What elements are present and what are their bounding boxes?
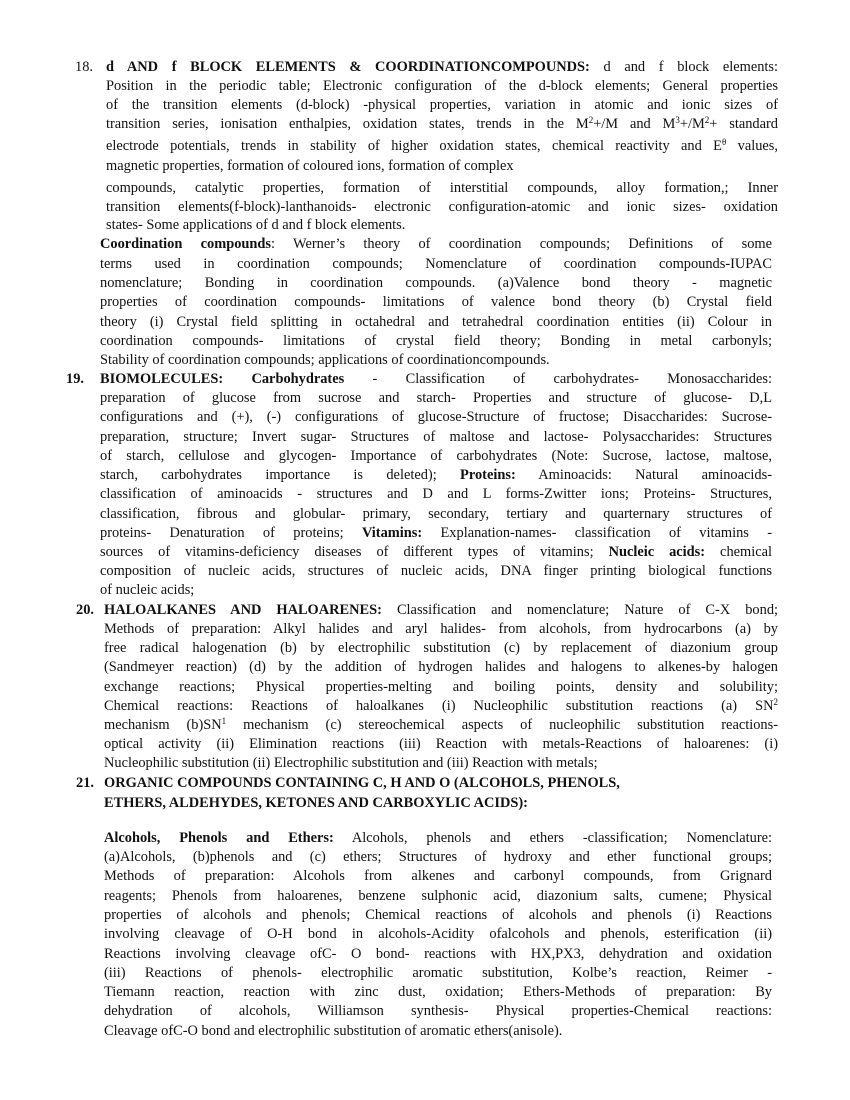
text-segment: transition elements(f-block)-lanthanoids- electronic configuration-atomic and ionic sizes- oxidation (106, 199, 778, 215)
text-segment: d and f block elements: (589, 59, 778, 75)
text-segment: magnetic properties, formation of coloured ions, formation of complex (106, 158, 514, 174)
text-segment: composition of nucleic acids, structures of nucleic acids, DNA finger printing biological functions (100, 563, 772, 579)
section-number: 20. (76, 602, 94, 618)
text-segment: preparation of glucose from sucrose and starch- Properties and structure of glucose- D,L (100, 390, 772, 406)
text-segment: involving cleavage of O-H bond in alcohols-Acidity ofalcohols and phenols, esterification (ii) (104, 926, 772, 942)
text-line (104, 658, 778, 677)
text-line (104, 639, 778, 658)
bold-text: Nucleic acids: (608, 544, 706, 560)
bold-text: d AND f BLOCK ELEMENTS & COORDINATIONCOMPOUNDS: (106, 59, 590, 75)
text-segment: Position in the periodic table; Electronic configuration of the d-block elements; General properties (106, 78, 778, 94)
text-line (104, 697, 778, 716)
text-line (106, 198, 778, 217)
bold-text: ETHERS, ALDEHYDES, KETONES AND CARBOXYLIC ACIDS): (104, 795, 528, 811)
text-segment: proteins- Denaturation of proteins; (100, 525, 362, 541)
text-line (104, 1002, 772, 1021)
text-line (104, 964, 772, 983)
text-segment: mechanism (c) stereochemical aspects of nucleophilic substitution reactions- (226, 717, 778, 733)
text-line (106, 77, 778, 96)
text-segment: states- Some applications of d and f block elements. (106, 217, 406, 233)
text-segment: theory (i) Crystal field splitting in octahedral and tetrahedral coordination entities (ii) Colour in (100, 314, 772, 330)
text-segment: +/M and M (593, 116, 676, 132)
superscript: 2 (773, 697, 778, 707)
text-segment: classification, fibrous and globular- primary, secondary, tertiary and quarternary structures of (100, 506, 772, 522)
text-line (104, 906, 772, 925)
bold-text: Alcohols, Phenols and Ethers: (104, 830, 334, 846)
text-line (104, 774, 778, 793)
text-segment: properties of coordination compounds- limitations of valence bond theory (b) Crystal field (100, 294, 772, 310)
bold-text: Coordination compounds (100, 236, 272, 252)
text-segment: electrode potentials, trends in stability of higher oxidation states, chemical reactivity and E (106, 138, 722, 154)
text-line (100, 447, 772, 466)
text-line (100, 389, 772, 408)
text-line (100, 466, 772, 485)
text-line (100, 428, 772, 447)
superscript: 1 (221, 716, 227, 726)
text-segment: free radical halogenation (b) by electrophilic substitution (c) by replacement of diazonium group (104, 640, 778, 656)
bold-text: ORGANIC COMPOUNDS CONTAINING C, H AND O (ALCOHOLS, PHENOLS, (104, 775, 620, 791)
text-line (104, 735, 778, 754)
text-segment: of starch, cellulose and glycogen- Importance of carbohydrates (Note: Sucrose, lactose, maltose, (100, 448, 772, 464)
text-segment: (Sandmeyer reaction) (d) by the addition of hydrogen halides and halogens to alkenes-by halogen (104, 659, 778, 675)
superscript: 3 (675, 115, 680, 125)
text-line (104, 829, 772, 848)
text-line (104, 754, 778, 773)
text-line (106, 179, 778, 198)
text-line (104, 983, 772, 1002)
text-segment: configurations and (+), (-) configurations of glucose-Structure of fructose; Disaccharides: Sucrose- (100, 409, 772, 425)
text-line (104, 601, 778, 620)
text-segment: sources of vitamins-deficiency diseases of different types of vitamins; (100, 544, 609, 560)
text-line (104, 620, 778, 639)
text-segment: Cleavage ofC-O bond and electrophilic substitution of aromatic ethers(anisole). (104, 1023, 563, 1039)
superscript: 2 (704, 115, 710, 125)
text-segment: (iii) Reactions of phenols- electrophilic aromatic substitution, Kolbe’s reaction, Reimer - (104, 965, 772, 981)
text-line (104, 945, 772, 964)
superscript: 2 (588, 115, 594, 125)
text-segment: mechanism (b)SN (104, 717, 222, 733)
bold-text: Vitamins: (361, 525, 423, 541)
text-segment: dehydration of alcohols, Williamson synthesis- Physical properties-Chemical reactions: (104, 1003, 772, 1019)
text-line (106, 216, 778, 235)
text-segment: transition series, ionisation enthalpies, oxidation states, trends in the M (106, 116, 589, 132)
text-line (100, 351, 772, 370)
text-line (106, 137, 778, 156)
text-line (100, 235, 772, 254)
text-segment: Explanation-names- classification of vitamins - (422, 525, 772, 541)
text-line (104, 887, 772, 906)
text-segment: terms used in coordination compounds; Nomenclature of coordination compounds-IUPAC (100, 256, 772, 272)
text-line (100, 524, 772, 543)
text-line (100, 293, 772, 312)
bold-text: Proteins: (460, 467, 516, 483)
text-line (100, 255, 772, 274)
text-line (100, 505, 772, 524)
text-segment: +/M (679, 116, 705, 132)
text-segment: Aminoacids: Natural aminoacids- (515, 467, 772, 483)
text-segment: preparation, structure; Invert sugar- Structures of maltose and lactose- Polysaccharides: Structures (100, 429, 772, 445)
text-segment: Chemical reactions: Reactions of haloalkanes (i) Nucleophilic substitution reactions (a) SN (104, 698, 774, 714)
text-line (100, 313, 772, 332)
text-line (106, 96, 778, 115)
text-segment: starch, carbohydrates importance is deleted); (100, 467, 461, 483)
text-line (100, 543, 772, 562)
text-segment: properties of alcohols and phenols; Chemical reactions of alcohols and phenols (i) Reactions (104, 907, 772, 923)
text-segment: exchange reactions; Physical properties-melting and boiling points, density and solubility; (104, 679, 778, 695)
text-line (104, 848, 772, 867)
text-line (104, 716, 778, 735)
text-line (104, 867, 772, 886)
bold-text: BIOMOLECULES: Carbohydrates (100, 371, 345, 387)
text-line (106, 157, 778, 176)
text-segment: reagents; Phenols from haloarenes, benzene sulphonic acid, diazonium salts, cumene; Physical (104, 888, 772, 904)
text-segment: - Classification of carbohydrates- Monosaccharides: (344, 371, 772, 387)
text-segment: Alcohols, phenols and ethers -classification; Nomenclature: (333, 830, 772, 846)
superscript: θ (721, 137, 727, 147)
text-segment: (a)Alcohols, (b)phenols and (c) ethers; Structures of hydroxy and ether functional groups; (104, 849, 772, 865)
text-segment: chemical (705, 544, 772, 560)
text-line (104, 925, 772, 944)
text-line (106, 115, 778, 134)
text-line (100, 485, 772, 504)
text-segment: of nucleic acids; (100, 582, 195, 598)
text-line (100, 370, 772, 389)
text-line (100, 274, 772, 293)
text-segment: coordination compounds- limitations of crystal field theory; Bonding in metal carbonyls; (100, 333, 772, 349)
text-line (104, 794, 778, 813)
text-line (100, 562, 772, 581)
text-segment: + standard (709, 116, 778, 132)
text-line (100, 332, 772, 351)
text-segment: Tiemann reaction, reaction with zinc dust, oxidation; Ethers-Methods of preparation: By (104, 984, 772, 1000)
text-segment: Methods of preparation: Alcohols from alkenes and carbonyl compounds, from Grignard (104, 868, 772, 884)
text-segment: Stability of coordination compounds; applications of coordinationcompounds. (100, 352, 550, 368)
bold-text: HALOALKANES AND HALOARENES: (104, 602, 382, 618)
text-segment: Reactions involving cleavage ofC- O bond- reactions with HX,PX3, dehydration and oxidation (104, 946, 772, 962)
text-line (106, 58, 778, 77)
text-segment: nomenclature; Bonding in coordination compounds. (a)Valence bond theory - magnetic (100, 275, 772, 291)
text-segment: values, (726, 138, 778, 154)
text-line (100, 408, 772, 427)
text-segment: classification of aminoacids - structures and D and L forms-Zwitter ions; Proteins- Structures, (100, 486, 772, 502)
text-segment: optical activity (ii) Elimination reactions (iii) Reaction with metals-Reactions of haloarenes: (i) (104, 736, 778, 752)
section-number: 21. (76, 775, 94, 791)
text-segment: compounds, catalytic properties, formation of interstitial compounds, alloy formation,; Inner (106, 180, 778, 196)
text-segment: : Werner’s theory of coordination compounds; Definitions of some (271, 236, 772, 252)
section-number: 18. (75, 59, 93, 75)
text-segment: Methods of preparation: Alkyl halides and aryl halides- from alcohols, from hydrocarbons (a) by (104, 621, 778, 637)
text-line (104, 678, 778, 697)
text-segment: Classification and nomenclature; Nature of C-X bond; (381, 602, 779, 618)
text-segment: Nucleophilic substitution (ii) Electrophilic substitution and (iii) Reaction with metals; (104, 755, 598, 771)
text-segment: of the transition elements (d-block) -physical properties, variation in atomic and ionic sizes of (106, 97, 778, 113)
section-number: 19. (66, 371, 84, 387)
text-line (100, 581, 772, 600)
text-line (104, 1022, 772, 1041)
